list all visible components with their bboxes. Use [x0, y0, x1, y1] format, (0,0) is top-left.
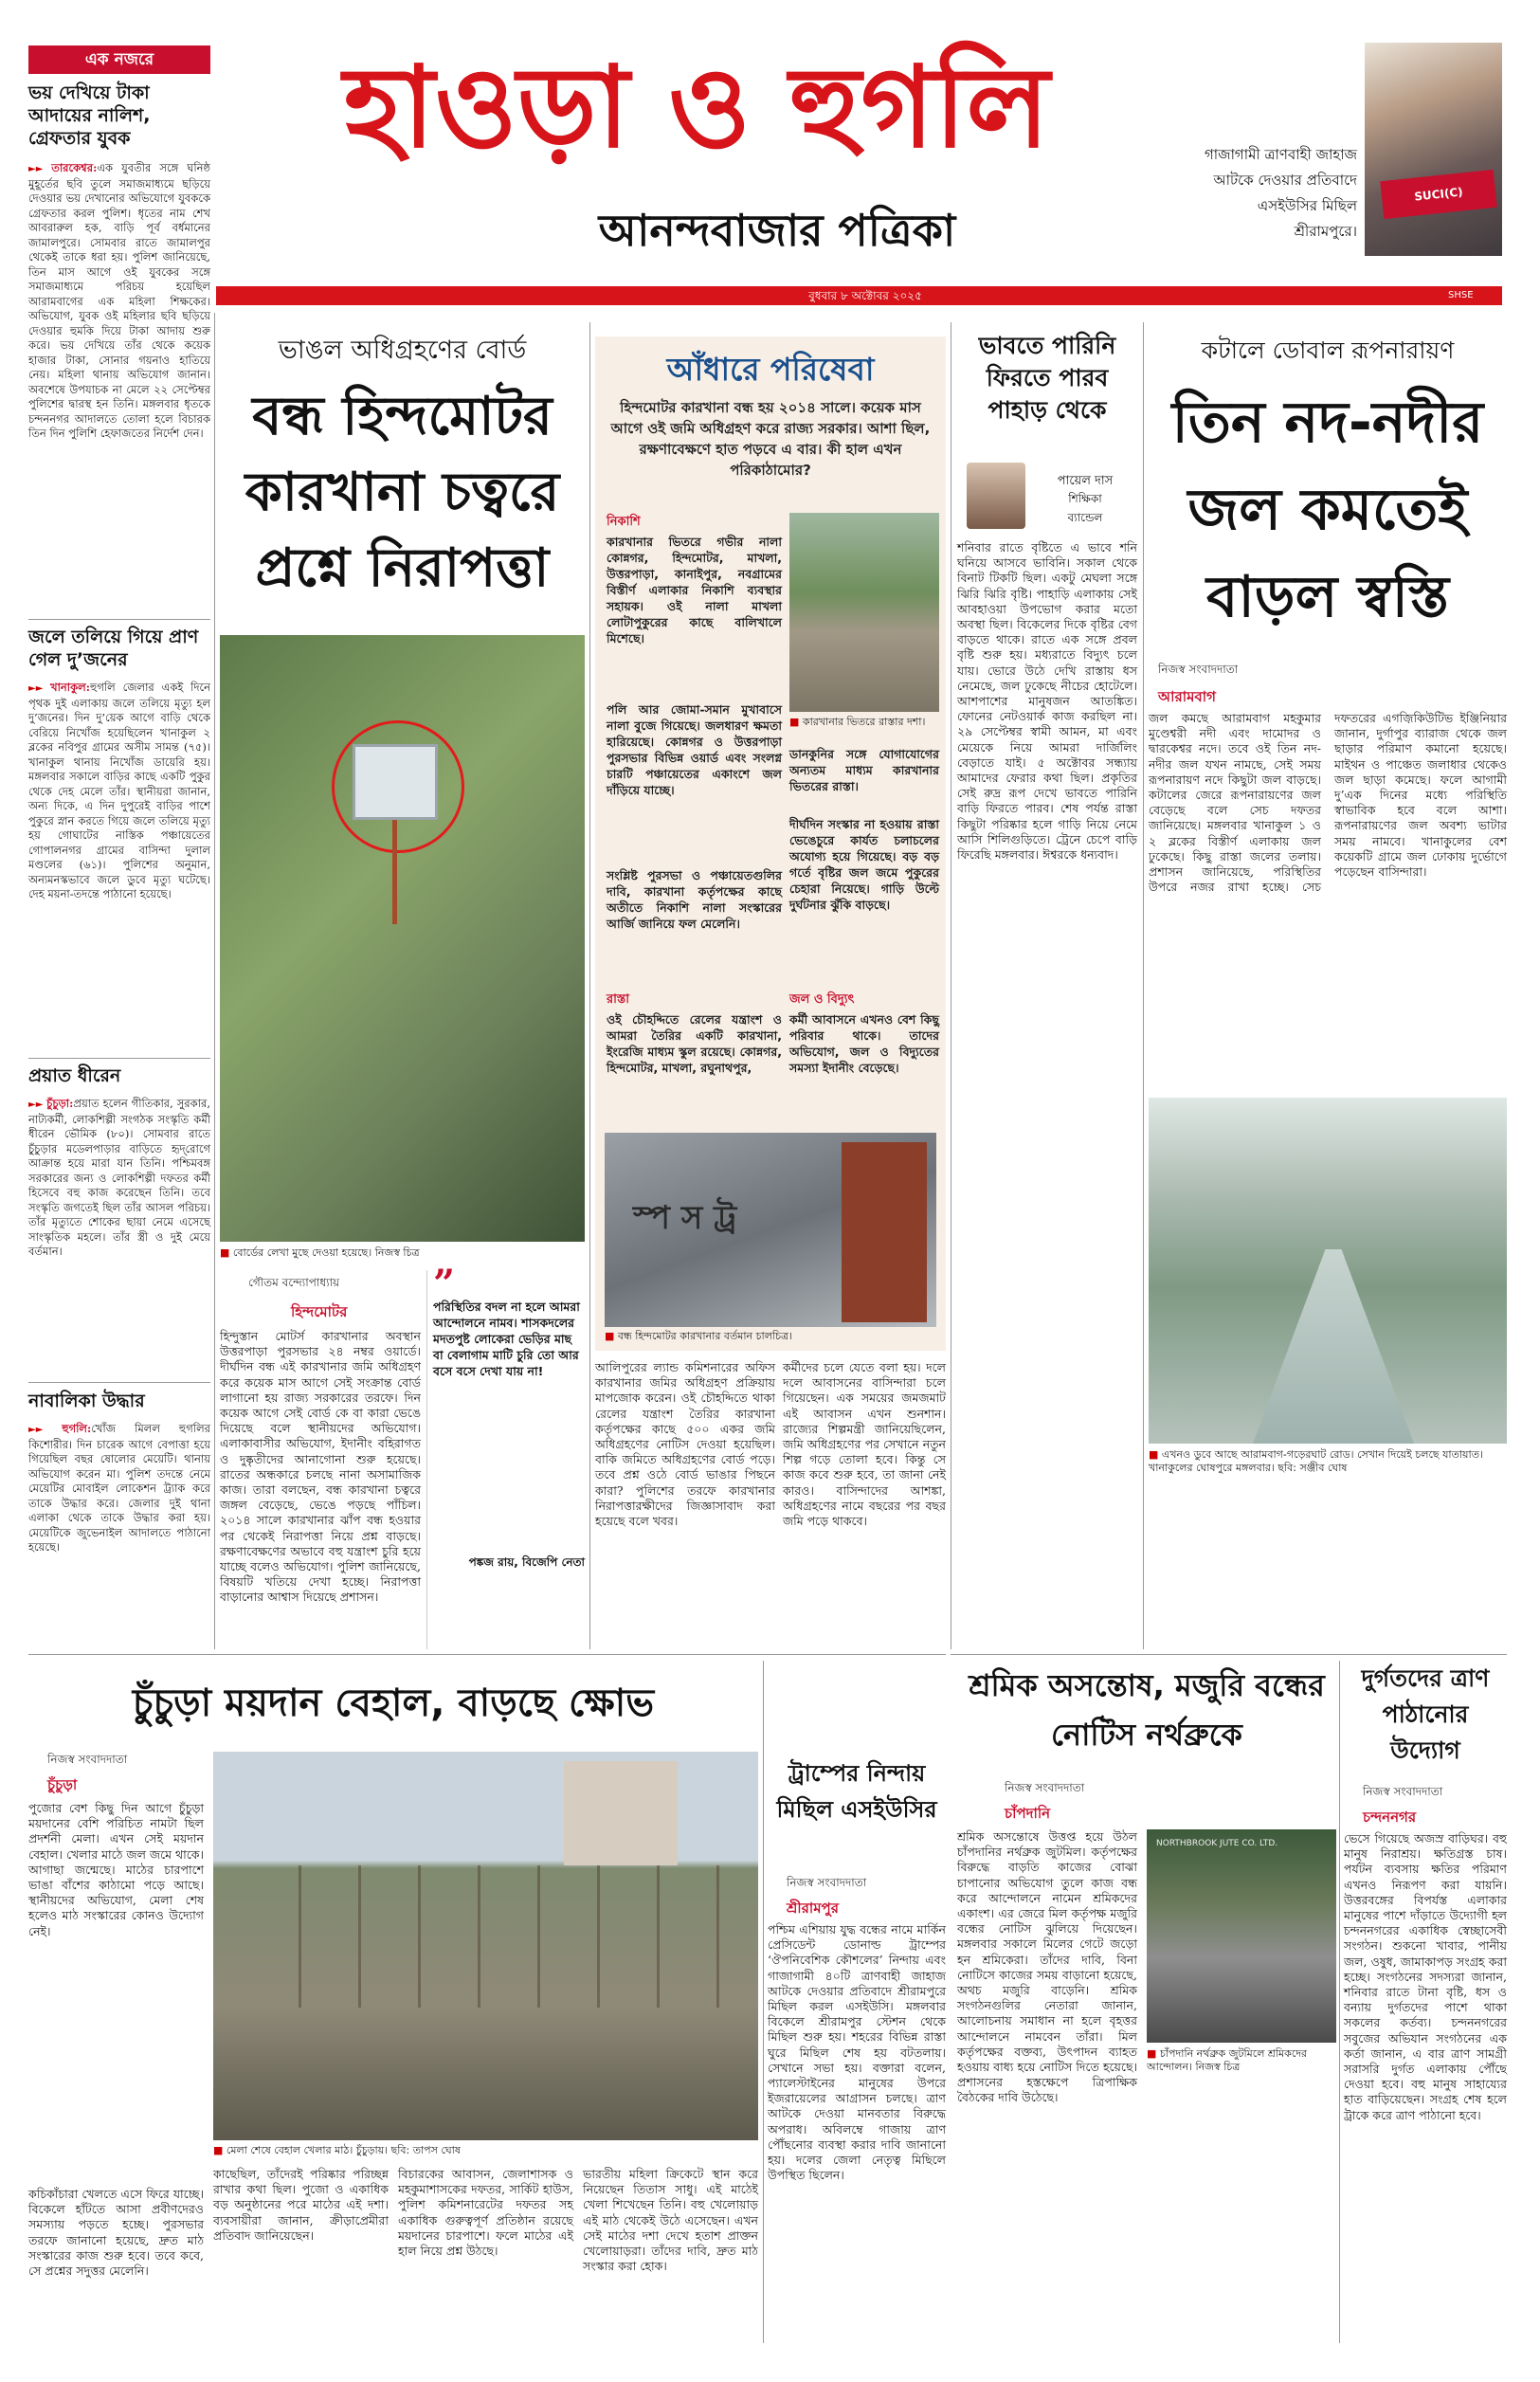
lead-tail-right: কর্মীদের চলে যেতে বলা হয়। দলে দলে আবাসনের বাসিন্দারা চলে গিয়েছেন। এক সময়ের জমজমাট এই আবাসন এখন শুনশান। রাজ্যের শিল্পমন্ত্রী জানিয়েছিলেন, জমি অধিগ্রহণের পর সেখানে নতুন শিল্প গড়ে তোলা হবে। কিন্তু সে কাজ কবে শুরু হবে, তা জানা নেই কারও। বাসিন্দাদের আশঙ্কা, অধিগ্রহণের নামে বছরের পর বছর জমি পড়ে থাকবে।: [783, 1360, 950, 1529]
body-text: প্রয়াত হলেন গীতিকার, সুরকার, নাট্যকর্মী, লোকশিল্পী সংগঠক সংস্কৃতি কর্মী ধীরেন ভৌমিক (৮০)। সোমবার রাতে চুঁচুড়ার মডেলপাড়ার বাড়িতে হৃদ্‌রোগে আক্রান্ত হয়ে মারা যান তিনি। পশ্চিমবঙ্গ সরকারের জন্য ও লোকশিল্পী দফতর কর্মী হিসেবে বহু কাজ করেছেন তিনি। তবে সংস্কৃতি জগতেই ছিল তাঁর আসল পরিচয়। তাঁর মৃত্যুতে শোকের ছায়া নেমে এসেছে সাংস্কৃতিক মহলে। তাঁর স্ত্রী ও দুই মেয়ে বর্তমান।: [28, 1097, 214, 1258]
labour-photo[interactable]: [1147, 1829, 1336, 2043]
teaser-text: গাজাগামী ত্রাণবাহী জাহাজ আটকে দেওয়ার প্রতিবাদে এসইউসির মিছিল শ্রীরামপুরে।: [1204, 146, 1357, 240]
section-item: দীর্ঘদিন সংস্কার না হওয়ায় রাস্তা ভেঙেচুরে কার্যত চলাচলের অযোগ্য হয়ে গিয়েছে। বড় বড় গর্তে বৃষ্টির জল জমে পুকুরের চেহারা নিয়েছে। গাড়ি উল্টে দুর্ঘটনার ঝুঁকি বাড়ছে।: [789, 817, 944, 912]
gate-photo-caption: ■ বন্ধ হিন্দমোটর কারখানার বর্তমান চালচিত্র।: [605, 1330, 936, 1345]
board-pole: [392, 820, 397, 924]
maidan-col: কাছেছিল, তাঁদেরই পরিষ্কার পরিচ্ছন্ন রাখার কথা ছিল। পুজো ও একাধিক বড় অনুষ্ঠানের পরে মাঠের এই দশা। ব্যবসায়ীরা জানান, ক্রীড়াপ্রেমীরা প্রতিবাদ জানিয়েছেন।: [213, 2167, 392, 2243]
sidebar-headline: ভয় দেখিয়ে টাকা আদায়ের নালিশ, গ্রেফতার যুবক: [28, 82, 151, 149]
teacher-place: ব্যান্ডেল: [1067, 511, 1103, 524]
lead-headline: বন্ধ হিন্দমোটর কারখানা চত্বরে প্রশ্নে নিরাপত্তা: [245, 386, 560, 599]
rivers-kicker: কটালে ডোবাল রূপনারায়ণ: [1201, 336, 1455, 364]
dateline: ►► চুঁচুড়া:: [28, 1097, 73, 1110]
labour-photo-sign: NORTHBROOK JUTE CO. LTD.: [1156, 1839, 1278, 1848]
lead-kicker: ভাঙল অধিগ্রহণের বোর্ড: [278, 336, 527, 365]
maidan-building: [564, 1761, 678, 1865]
sidebar-story: [28, 82, 214, 612]
darkness-intro: হিন্দমোটর কারখানা বন্ধ হয় ২০১৪ সালে। কয়েক মাস আগে ওই জমি অধিগ্রহণ করে রাজ্য সরকার। আশা ছিল, রক্ষণাবেক্ষণে হাত পড়বে এ বার। কী হাল এখন পরিকাঠামোর?: [610, 399, 931, 479]
trump-story: [768, 1755, 950, 2343]
section-item: পলি আর জোমা-সমান মুখাবাসে নালা বুজে গিয়েছে। জলধারণ ক্ষমতা হারিয়েছে। কোন্নগর ও উত্তরপাড়া পুরসভার বিভিন্ন ওয়ার্ড এবং সংলগ্ন চারটি পঞ্চায়েতের একাংশে জল দাঁড়িয়ে যাচ্ছে।: [607, 702, 787, 797]
maidan-body-left-bottom: কচিকাঁচারা খেলতে এসে ফিরে যাচ্ছে। বিকেলে হাঁটতে আসা প্রবীণদেরও সমস্যায় পড়তে হচ্ছে। পুরসভার তরফে জানানো হয়েছে, দ্রুত মাঠ সংস্কারের কাজ শুরু হবে। তবে কবে, সে প্রশ্নের সদুত্তর মেলেনি।: [28, 2187, 208, 2279]
trump-body: পশ্চিম এশিয়ায় যুদ্ধ বন্ধের নামে মার্কিন প্রেসিডেন্ট ডোনাল্ড ট্রাম্পের ‘ঔপনিবেশিক কৌশলের’ নিন্দায় এবং গাজাগামী ৪০টি ত্রাণবাহী জাহাজ আটকে দেওয়ার প্রতিবাদে শ্রীরামপুরে মিছিল করল এসইউসি। মঙ্গলবার বিকেলে শ্রীরামপুর স্টেশন থেকে মিছিল শুরু হয়। শহরের বিভিন্ন রাস্তা ঘুরে মিছিল শেষ হয় বটতলায়। সেখানে সভা হয়। বক্তারা বলেন, প্যালেস্টাইনের মানুষের উপরে ইজরায়েলের আগ্রাসন চলছে। ত্রাণ আটকে দেওয়া মানবতার বিরুদ্ধে অপরাধ। অবিলম্বে গাজায় ত্রাণ পৌঁছনোর ব্যবস্থা করার দাবি জানানো হয়। দলের জেলা নেতৃত্ব মিছিলে উপস্থিত ছিলেন।: [768, 1922, 950, 2183]
relief-story: [1344, 1661, 1511, 2343]
sidebar-story-body: [28, 681, 214, 1046]
edition-code: SHSE: [1448, 290, 1474, 300]
lead-body: হিন্দুস্তান মোটর্স কারখানার অবস্থান উত্তরপাড়া পুরসভার ২৪ নম্বর ওয়ার্ডে। দীর্ঘদিন বন্ধ এই কারখানার জমি অধিগ্রহণ করে কয়েক মাস আগে সেই সংক্রান্ত বোর্ড লাগানো হয় রাজ্য সরকারের তরফে। দিন কয়েক আগে সেই বোর্ড কে বা কারা ভেঙে দিয়েছে বলে স্থানীয়দের অভিযোগ। এলাকাবাসীর অভিযোগ, ইদানীং বহিরাগত ও দুষ্কৃতীদের আনাগোনা শুরু হয়েছে। রাতের অন্ধকারে চলছে নানা অসামাজিক কাজ। তারা বলছেন, বন্ধ কারখানা চত্বরে জঙ্গল বেড়েছে, ভেঙে পড়ছে পাঁচিল। ২০১৪ সালে কারখানার ঝাঁপ বন্ধ হওয়ার পর থেকেই নিরাপত্তা নিয়ে প্রশ্ন বাড়ছে। রক্ষণাবেক্ষণের অভাবে বহু যন্ত্রাংশ চুরি হয়ে যাচ্ছে বলেও অভিযোগ। পুলিশ জানিয়েছে, বিষয়টি খতিয়ে দেখা হচ্ছে। নিরাপত্তা বাড়ানোর আশ্বাস দিয়েছে প্রশাসন।: [220, 1329, 425, 1605]
teaser-photo[interactable]: [1365, 43, 1502, 256]
maidan-col: বিচারকের আবাসন, জেলাশাসক ও মহকুমাশাসকের দফতর, সার্কিট হাউস, পুলিশ কমিশনারেটের দফতর সহ একাধিক গুরুত্বপূর্ণ প্রতিষ্ঠান রয়েছে ময়দানের চারপাশে। ফলে মাঠের এই হাল নিয়ে প্রশ্ন উঠছে।: [398, 2167, 577, 2259]
sidebar-story-body: [28, 1097, 214, 1372]
labour-place: চাঁপদানি: [1005, 1805, 1051, 1822]
section-item: ডানকুনির সঙ্গে যোগাযোগের অন্যতম মাধ্যম কারখানার ভিতরের রাস্তা।: [789, 747, 944, 793]
maidan-photo[interactable]: [213, 1752, 758, 2140]
section-item: কর্মী আবাসনে এখনও বেশ কিছু পরিবার থাকে। তাদের অভিযোগ, জল ও বিদ্যুতের সমস্যা ইদানীং বেড়েছে।: [789, 1012, 944, 1075]
maidan-headline: চুঁচুড়া ময়দান বেহাল, বাড়ছে ক্ষোভ: [132, 1682, 655, 1725]
sidebar-headline: নাবালিকা উদ্ধার: [28, 1391, 145, 1411]
relief-headline: দুর্গতদের ত্রাণ পাঠানোর উদ্যোগ: [1361, 1664, 1490, 1764]
dateline: ►► খানাকুল:: [28, 681, 90, 694]
rivers-story: [1149, 330, 1511, 1647]
flood-road: [1253, 1249, 1414, 1444]
dateline: ►► তারকেশ্বর:: [28, 161, 97, 174]
maidan-place: চুঁচুড়া: [47, 1776, 78, 1793]
relief-byline: নিজস্ব সংবাদদাতা: [1363, 1785, 1443, 1798]
lead-tail-left: আলিপুরের ল্যান্ড কমিশনারের অফিস কারখানার জমির অধিগ্রহণ প্রক্রিয়ায় মাপজোক করেন। ওই চৌহদ্দিতে থাকা রেলের যন্ত্রাংশ তৈরির কারখানা কর্তৃপক্ষের কাছে ৫০০ একর জমি অধিগ্রহণের নোটিস দেওয়া হয়েছিল। বাকি জমিতে অধিগ্রহণের বোর্ড পড়ে। তবে প্রশ্ন ওঠে বোর্ড ভাঙার পিছনে কারা? পুলিশের তরফে কারখানার নিরাপত্তারক্ষীদের জিজ্ঞাসাবাদ করা হয়েছে বলে খবর।: [595, 1360, 779, 1529]
relief-place: চন্দননগর: [1363, 1809, 1417, 1826]
teaser-banner: [1380, 170, 1497, 219]
maidan-body-left: পুজোর বেশ কিছু দিন আগে চুঁচুড়া ময়দানের বেশি পরিচিত নামটা ছিল প্রদর্শনী মেলা। এখন সেই ময়দান বেহাল। খেলার মাঠে জল জমে থাকে। আগাছা জন্মেছে। মাঠের চারপাশে ভাঙা বাঁশের কাঠামো পড়ে আছে। স্থানীয়দের অভিযোগ, মেলা শেষ হলেও মাঠ সংস্কারের কোনও উদ্যোগ নেই।: [28, 1801, 208, 1938]
gate-door: [842, 1142, 927, 1322]
date-bar: [216, 286, 1502, 305]
darkness-box: [595, 336, 946, 1351]
masthead: [0, 0, 1540, 303]
lead-author: গৌতম বন্দ্যোপাধ্যায়: [248, 1276, 340, 1289]
maidan-story: [28, 1661, 762, 2343]
gate-photo[interactable]: [605, 1133, 936, 1327]
publisher-name: আনন্দবাজার পত্রিকা: [598, 205, 956, 256]
trump-byline: নিজস্ব সংবাদদাতা: [787, 1876, 867, 1889]
labour-byline: নিজস্ব সংবাদদাতা: [1005, 1781, 1085, 1794]
rivers-photo[interactable]: [1149, 1098, 1507, 1444]
rivers-headline: তিন নদ-নদীর জল কমতেই বাড়ল স্বস্তি: [1171, 390, 1484, 630]
lead-photo[interactable]: [220, 635, 585, 1242]
teacher-box: [957, 330, 1141, 1643]
darkness-title: আঁধারে পরিষেবা: [666, 351, 875, 388]
section-label: নিকাশি: [607, 515, 641, 529]
quote-speaker: পঙ্কজ রায়, বিজেপি নেতা: [468, 1555, 585, 1569]
labour-headline: শ্রমিক অসন্তোষ, মজুরি বন্ধের নোটিস নর্থব্রুকে: [969, 1667, 1325, 1753]
sidebar-story-body: [28, 161, 214, 607]
board-highlight: [332, 720, 464, 853]
body-text: খোঁজ মিলল হুগলির কিশোরীর। দিন চারেক আগে বেপাত্তা হয়ে গিয়েছিল বছর ষোলোর মেয়েটি। থানায় অভিযোগ করেন মা। পুলিশ তদন্তে নেমে মেয়েটির মোবাইল লোকেশন ট্র্যাক করে তাকে উদ্ধার করে। জেলার দুই থানা এলাকা থেকে তাকে উদ্ধার করা হয়। মেয়েটিকে জুভেনাইল আদালতে পাঠানো হয়েছে।: [28, 1422, 214, 1554]
labour-body-left: শ্রমিক অসন্তোষে উত্তপ্ত হয়ে উঠল চাঁপদানির নর্থব্রুক জুটমিল। কর্তৃপক্ষের বিরুদ্ধে বাড়তি কাজের বোঝা চাপানোর অভিযোগ তুলে কাজ বন্ধ করে আন্দোলনে নামেন শ্রমিকদের একাংশ। এর জেরে মিল কর্তৃপক্ষ মজুরি বন্ধের নোটিস ঝুলিয়ে দিয়েছেন। মঙ্গলবার সকালে মিলের গেটে জড়ো হন শ্রমিকেরা। তাঁদের দাবি, বিনা নোটিসে কাজের সময় বাড়ানো হয়েছে, অথচ মজুরি বাড়েনি। শ্রমিক সংগঠনগুলির নেতারা জানান, আলোচনায় সমাধান না হলে বৃহত্তর আন্দোলনে নামবেন তাঁরা। মিল কর্তৃপক্ষের বক্তব্য, উৎপাদন ব্যাহত হওয়ায় বাধ্য হয়ে নোটিস দিতে হয়েছে। প্রশাসনের হস্তক্ষেপে ত্রিপাক্ষিক বৈঠকের দাবি উঠেছে।: [957, 1829, 1141, 2105]
teacher-headline: ভাবতে পারিনি ফিরতে পারব পাহাড় থেকে: [978, 332, 1116, 424]
maidan-byline: নিজস্ব সংবাদদাতা: [47, 1753, 128, 1766]
quote-icon: ”: [433, 1262, 456, 1306]
issue-date: বুধবার ৮ অক্টোবর ২০২৫: [808, 289, 922, 302]
sidebar-label: এক নজরে: [28, 45, 210, 74]
labour-story: [957, 1661, 1336, 2343]
section-item: সংশ্লিষ্ট পুরসভা ও পঞ্চায়েতগুলির দাবি, কারখানা কর্তৃপক্ষের কাছে অতীতে নিকাশি নালা সংস্কারের আর্জি জানিয়ে ফল মেলেনি।: [607, 868, 787, 931]
sidebar-headline: জলে তলিয়ে গিয়ে প্রাণ গেল দু’জনের: [28, 627, 199, 670]
quote-text: পরিস্থিতির বদল না হলে আমরা আন্দোলনে নামব। শাসকদলের মদতপুষ্ট লোকেরা ভেড়ির মাছ বা বেলাগাম মাটি চুরি তো আর বসে বসে দেখা যায় না!: [433, 1300, 580, 1378]
rivers-photo-caption: ■ এখনও ডুবে আছে আরামবাগ-গড়েরঘাট রোড। সেখান দিয়েই চলছে যাতায়াত। খানাকুলের ঘোষপুরে মঙ্গলবার। ছবি: সঞ্জীব ঘোষ: [1149, 1448, 1507, 1479]
rivers-body: জল কমছে আরামবাগ মহকুমার মুণ্ডেশ্বরী নদী এবং দামোদর ও দ্বারকেশ্বর নদে। তবে ওই তিন নদ-নদীর জল যখন নামছে, সেই সময় রূপনারায়ণ নদে কিছুটা জল বাড়ছে। কটালের জেরে রূপনারায়ণের জল বেড়েছে বলে সেচ দফতর জানিয়েছে। মঙ্গলবার খানাকুল ১ ও ২ ব্লকের বিস্তীর্ণ এলাকায় জল ঢুকেছে। কিছু রাস্তা জলের তলায়। প্রশাসন জানিয়েছে, পরিস্থিতির উপরে নজর রাখা হচ্ছে। সেচ দফতরের এগজ়িকিউটিভ ইঞ্জিনিয়ার জানান, দুর্গাপুর ব্যারাজ থেকে জল ছাড়ার পরিমাণ কমানো হয়েছে। মাইথন ও পাঞ্চেত জলাধার থেকেও জল ছাড়া কমেছে। ফলে আগামী দু’এক দিনের মধ্যে পরিস্থিতি স্বাভাবিক হবে বলে আশা। রূপনারায়ণের জল অবশ্য ভাটার সময় নামবে। খানাকুলের বেশ কয়েকটি গ্রামে জল ঢোকায় দুর্ভোগে পড়েছেন বাসিন্দারা।: [1149, 711, 1511, 895]
section-label: রাস্তা: [607, 992, 630, 1007]
sidebar-story: [28, 1064, 214, 1377]
teacher-role: শিক্ষিকা: [1068, 492, 1102, 505]
sidebar-headline: প্রয়াত ধীরেন: [28, 1065, 121, 1086]
road-photo-caption: ■ কারখানার ভিতরে রাস্তার দশা।: [789, 716, 939, 744]
dateline: ►► হুগলি:: [28, 1422, 91, 1435]
gate-sign: স্প স ট্র: [633, 1199, 737, 1237]
teacher-name: পায়েল দাস: [1057, 474, 1114, 488]
body-text: হুগলি জেলার একই দিনে পৃথক দুই এলাকায় জলে তলিয়ে মৃত্যু হল দু’জনের। দিন দু’য়েক আগে বাড়ি থেকে বেরিয়ে নিখোঁজ হয়েছিলেন খানাকুল ২ ব্লকের নবিপুর গ্রামের অসীম সামন্ত (৭৫)। খানাকুল থানায় নিখোঁজ ডায়েরি হয়। মঙ্গলবার সকালে বাড়ির কাছে একটি পুকুর থেকে দেহ মেলে তাঁর। স্থানীয়রা জানান, অন্য দিকে, এ দিন দুপুরেই বাড়ির পাশে পুকুরে স্নান করতে গিয়ে জলে তলিয়ে মৃত্যু হয় গোঘাটের নাস্তিক পঞ্চায়েতের গোপালনগর গ্রামের বাসিন্দা দুলাল মণ্ডলের (৬১)। পুলিশের অনুমান, অন্যমনস্কভাবে জলে ডুবে মৃত্যু ঘটেছে। দেহ ময়না-তদন্তে পাঠানো হয়েছে।: [28, 681, 214, 900]
maidan-col: ভারতীয় মহিলা ক্রিকেটে স্থান করে নিয়েছেন তিতাস সাধু। এই মাঠেই খেলা শিখেছেন তিনি। বহু খেলোয়াড় এই মাঠ থেকেই উঠে এসেছেন। এখন সেই মাঠের দশা দেখে হতাশ প্রাক্তন খেলোয়াড়রা। তাঁদের দাবি, দ্রুত মাঠ সংস্কার করা হোক।: [583, 2167, 762, 2274]
quote-block: [426, 1355, 589, 1479]
masthead-title: হাওড়া ও হুগলি: [343, 42, 1050, 173]
sidebar-story: [28, 1390, 214, 1627]
relief-body: ভেসে গিয়েছে অজস্র বাড়িঘর। বহু মানুষ নিরাশ্রয়। ক্ষতিগ্রস্ত চাষ। পর্যটন ব্যবসায় ক্ষতির পরিমাণ এখনও নিরূপণ করা যায়নি। উত্তরবঙ্গের বিপর্যস্ত এলাকার মানুষের পাশে দাঁড়াতে উদ্যোগী হল চন্দননগরের একাধিক স্বেচ্ছাসেবী সংগঠন। শুকনো খাবার, পানীয় জল, ওষুধ, জামাকাপড় সংগ্রহ করা হচ্ছে। সংগঠনের সদস্যরা জানান, শনিবার রাতে টানা বৃষ্টি, ধস ও বন্যায় দুর্গতদের পাশে থাকা সকলের কর্তব্য। চন্দননগরের সবুজের অভিযান সংগঠনের এক কর্তা জানান, এ বার ত্রাণ সামগ্রী সরাসরি দুর্গত এলাকায় পৌঁছে দেওয়া হবে। বহু মানুষ সাহায্যের হাত বাড়িয়েছেন। সংগ্রহ শেষ হলে ট্রাকে করে ত্রাণ পাঠানো হবে।: [1344, 1831, 1511, 2122]
teacher-avatar: [967, 463, 1025, 529]
section-label: জল ও বিদ্যুৎ: [789, 992, 855, 1007]
sidebar-story: [28, 626, 214, 1052]
road-photo[interactable]: [789, 513, 939, 712]
sidebar: [28, 45, 214, 1657]
labour-photo-caption: ■ চাঁপদানি নর্থব্রুক জুটমিলে শ্রমিকদের আন্দোলন। নিজস্ব চিত্র: [1147, 2047, 1336, 2076]
trump-place: শ্রীরামপুর: [787, 1900, 839, 1917]
body-text: এক যুবতীর সঙ্গে ঘনিষ্ঠ মুহূর্তের ছবি তুলে সমাজমাধ্যমে ছড়িয়ে দেওয়ার ভয় দেখানোর অভিযোগে যুবককে গ্রেফতার করল পুলিশ। ধৃতের নাম শেখ আবরারুল হক, বাড়ি পূর্ব বর্ধমানের জামালপুরে। সোমবার রাতে জামালপুর থেকেই তাকে ধরা হয়। পুলিশ জানিয়েছে, তিন মাস আগে ওই যুবকের সঙ্গে সমাজমাধ্যমে পরিচয় হয়েছিল আরামবাগের এক মহিলা শিক্ষকের। অভিযোগ, যুবক ওই মহিলার ছবি ছড়িয়ে দেওয়ার হুমকি দিয়ে টাকা আদায় শুরু করে। ভয় দেখিয়ে তাঁর থেকে কয়েক হাজার টাকা, সোনার গয়নাও হাতিয়ে নেয়। মহিলা থানায় অভিযোগ জানান। অবশেষে উপযাচক না মেলে ২২ সেপ্টেম্বর পুলিশের দ্বারস্থ হন তিনি। মঙ্গলবার ধৃতকে চন্দননগর আদালতে তোলা হলে বিচারক তিন দিন পুলিশি হেফাজতের নির্দেশ দেন।: [28, 161, 214, 440]
section-item: কারখানার ভিতরে গভীর নালা কোন্নগর, হিন্দমোটর, মাখলা, উত্তরপাড়া, কানাইপুর, নবগ্রামের বিস্তীর্ণ এলাকার নিকাশি ব্যবস্থার সহায়ক। ওই নালা মাখলা লোটাপুকুরের কাছে বালিখালে মিশেছে।: [607, 535, 787, 646]
maidan-photo-caption: ■ মেলা শেষে বেহাল খেলার মাঠ। চুঁচুড়ায়। ছবি: তাপস ঘোষ: [213, 2144, 758, 2159]
section-item: ওই চৌহদ্দিতে রেলের যন্ত্রাংশ ও আমরা তৈরির একটি কারখানা, ইংরেজি মাধ্যম স্কুল রয়েছে। কোন্নগর, হিন্দমোটর, মাখলা, রঘুনাথপুর,: [607, 1012, 787, 1075]
teacher-body: শনিবার রাতে বৃষ্টিতে এ ভাবে শনি ঘনিয়ে আসবে ভাবিনি। সকাল থেকে বিনাট টিকটি ছিল। একটু মেঘলা সঙ্গে ঝিরি ঝিরি বৃষ্টি। পাহাড়ি এলাকায় সেই আবহাওয়া উপভোগ করার মতো অবস্থা ছিল। বিকেলের দিকে বৃষ্টির বেগ বাড়তে থাকে। রাতে এক সঙ্গে প্রবল বৃষ্টি শুরু হয়। মধ্যরাতে বিদ্যুৎ চলে যায়। ভোরে উঠে দেখি রাস্তায় ধস নেমেছে, জল ঢুকেছে নীচের হোটেলে। আশপাশের মানুষজন আতঙ্কিত। ফোনের নেটওয়ার্ক কাজ করছিল না। ২৯ সেপ্টেম্বর স্বামী আমন, মা এবং মেয়েকে নিয়ে আমরা দার্জিলিং বেড়াতে যাই। ৫ অক্টোবর সন্ধ্যায় আমাদের ফেরার কথা ছিল। প্রকৃতির সেই রুদ্র রূপ দেখে ভাবতে পারিনি বাড়ি ফিরতে পারব। শেষ পর্যন্ত রাস্তা কিছুটা পরিষ্কার হলে গাড়ি নিয়ে নেমে আসি শিলিগুড়িতে। ট্রেনে চেপে বাড়ি ফিরেছি মঙ্গলবার। ঈশ্বরকে ধন্যবাদ।: [957, 540, 1141, 863]
sidebar-story-body: [28, 1422, 214, 1621]
rivers-place: আরামবাগ: [1158, 688, 1216, 705]
rivers-byline: নিজস্ব সংবাদদাতা: [1158, 663, 1239, 676]
lead-photo-caption: ■ বোর্ডের লেখা মুছে দেওয়া হয়েছে। নিজস্ব চিত্র: [220, 1246, 585, 1262]
lead-place: হিন্দমোটর: [291, 1303, 348, 1320]
maidan-poles: [242, 1865, 753, 2008]
teaser-banner-text: SUCI(C): [1413, 185, 1464, 204]
trump-headline: ট্রাম্পের নিন্দায় মিছিল এসইউসির: [776, 1760, 937, 1823]
